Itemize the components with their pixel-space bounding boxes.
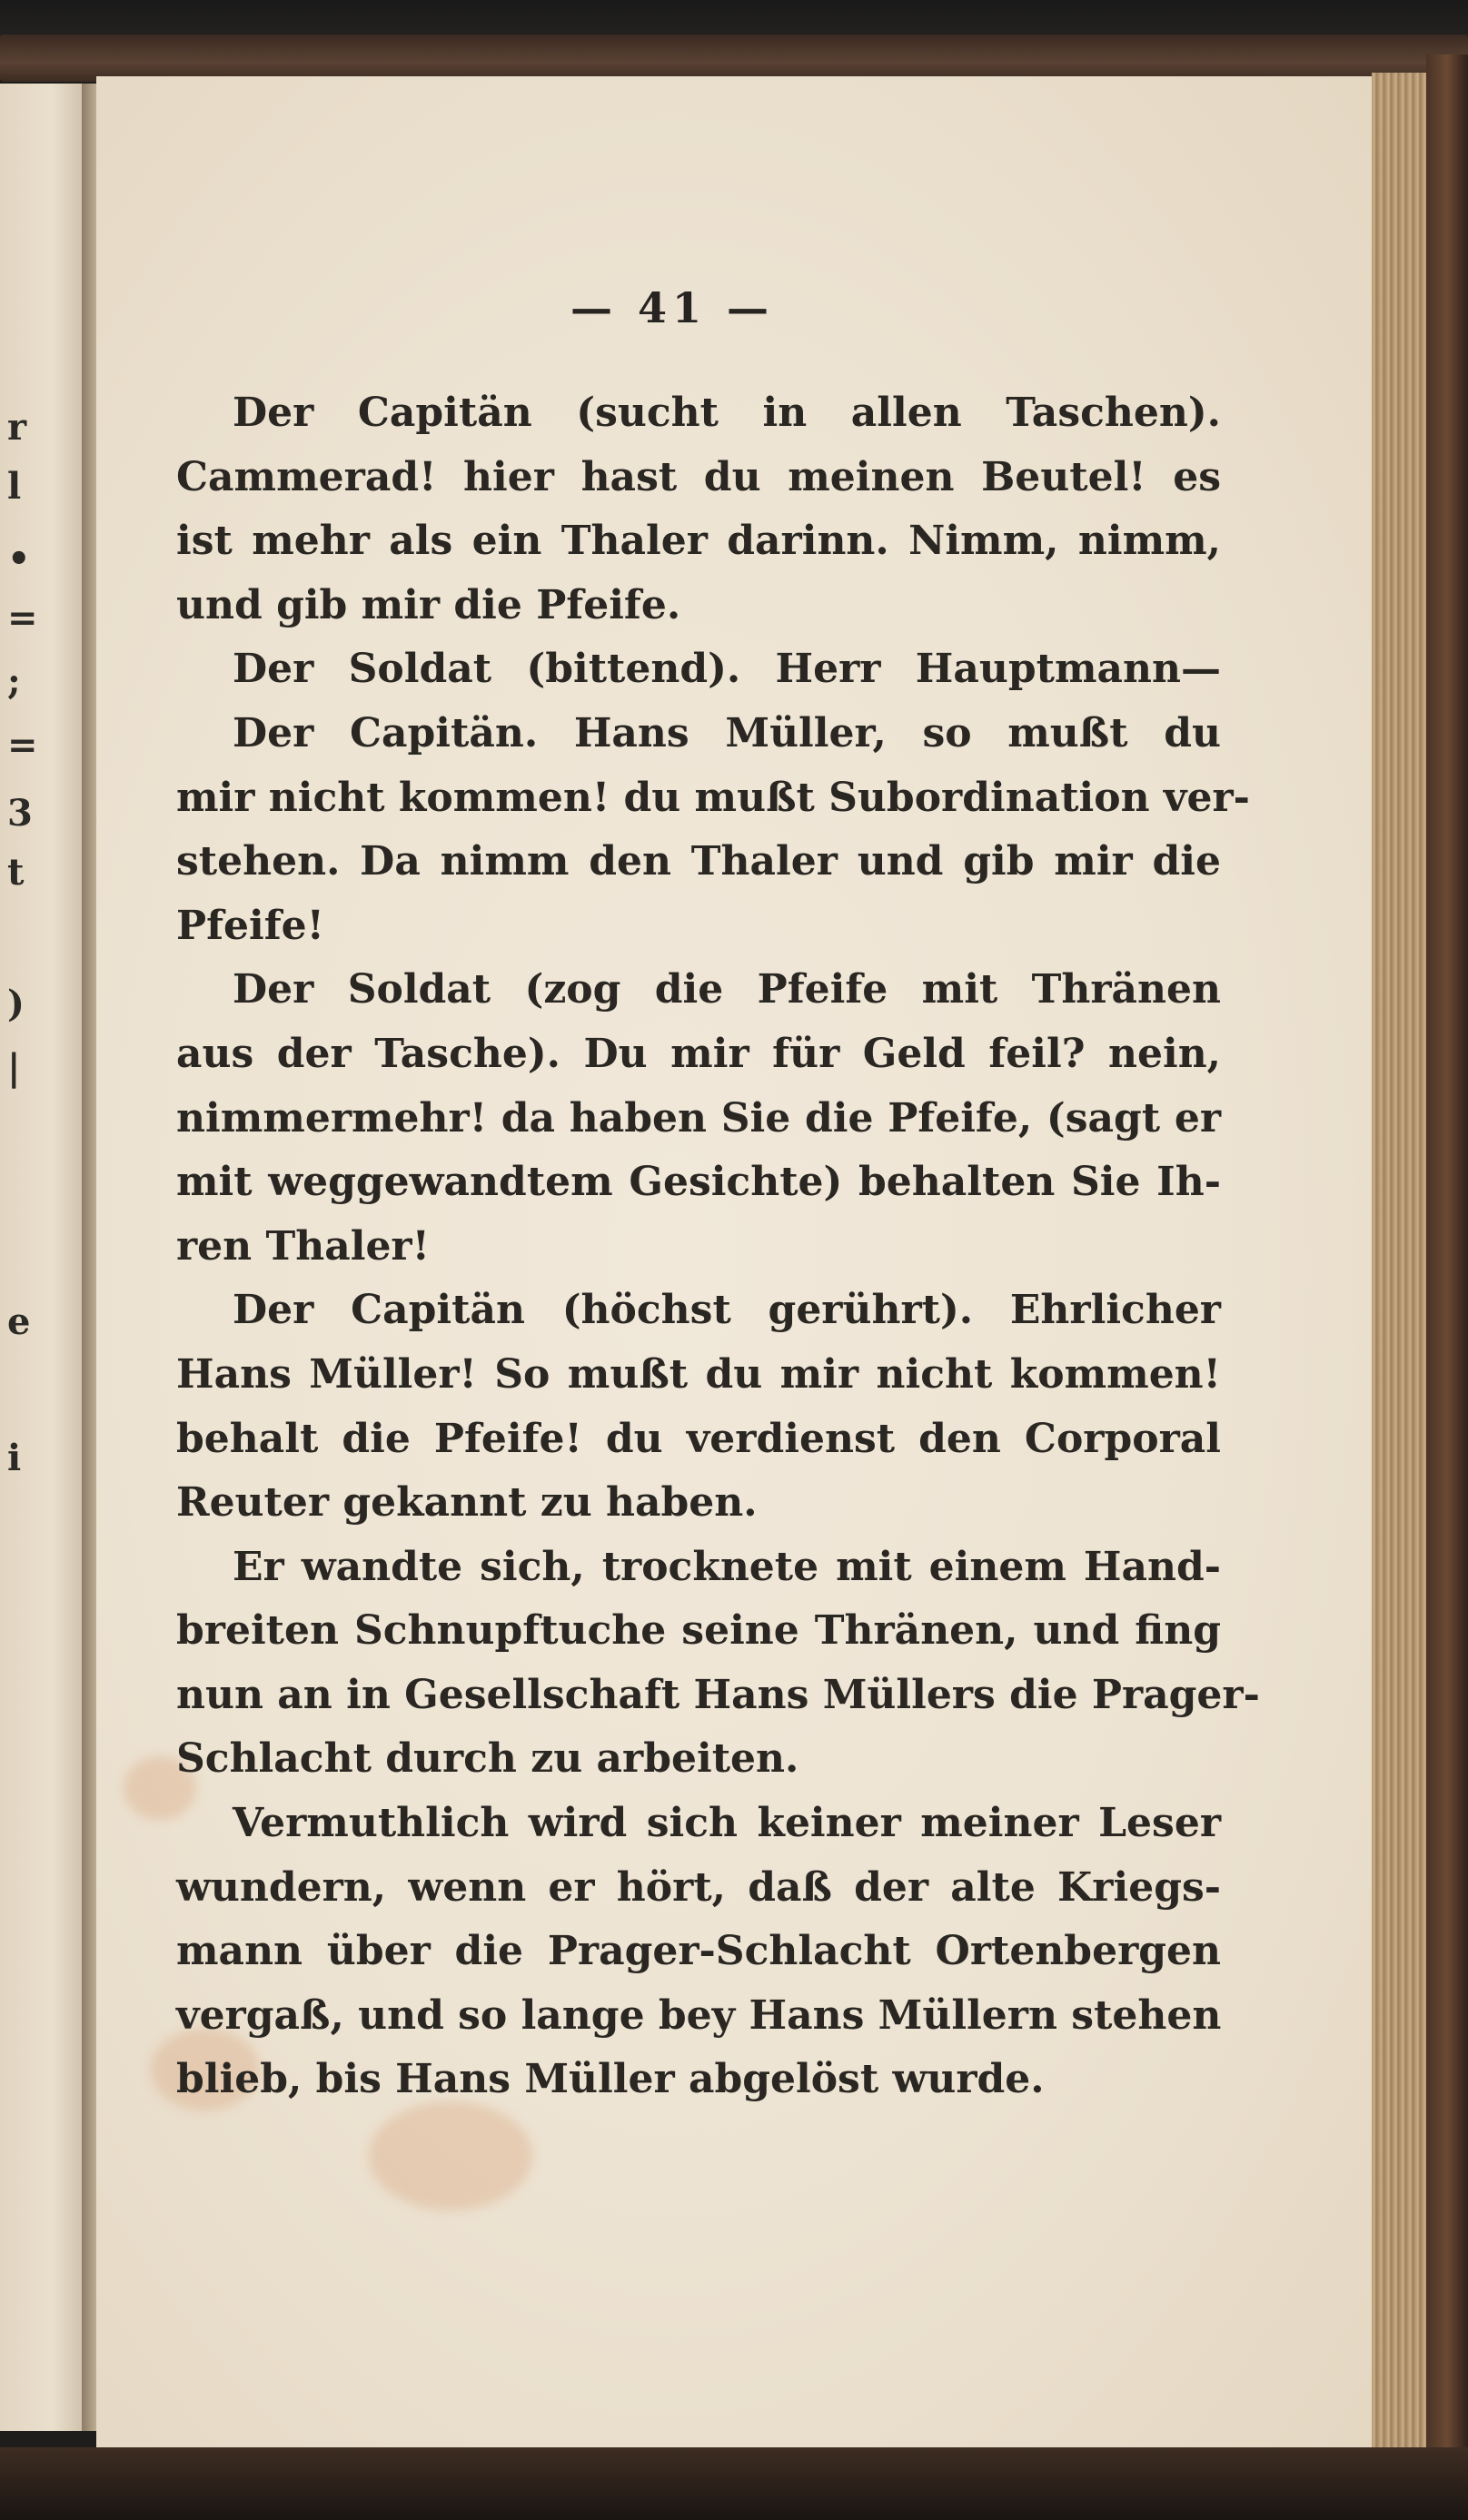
- left-page-fragment: •: [7, 538, 31, 580]
- text-line: stehen. Da nimm den Thaler und gib mir die: [176, 838, 1221, 885]
- text-line: behalt die Pfeife! du verdienst den Corporal: [176, 1415, 1221, 1462]
- text-line: blieb, bis Hans Müller abgelöst wurde.: [176, 2056, 1045, 2103]
- text-line: aus der Tasche). Du mir für Geld feil? nein,: [176, 1030, 1221, 1077]
- text-line: nimmermehr! da haben Sie die Pfeife, (sagt er: [176, 1094, 1221, 1141]
- book-binding-top: [0, 35, 1468, 82]
- text-line: ist mehr als ein Thaler darinn. Nimm, nimm,: [176, 518, 1221, 565]
- left-facing-page: [0, 84, 89, 2431]
- text-line: mit weggewandtem Gesichte) behalten Sie Ih-: [176, 1159, 1221, 1206]
- text-line: wundern, wenn er hört, daß der alte Kriegs-: [176, 1863, 1221, 1911]
- text-line: Vermuthlich wird sich keiner meiner Leser: [233, 1800, 1221, 1847]
- text-line: Reuter gekannt zu haben.: [176, 1479, 758, 1527]
- text-line: Der Soldat (bittend). Herr Hauptmann—: [233, 646, 1221, 693]
- foxing-spot: [369, 2101, 532, 2210]
- text-line: nun an in Gesellschaft Hans Müllers die Prager-: [176, 1671, 1260, 1718]
- left-page-fragment: r: [7, 406, 27, 449]
- book-cover-edge: [1426, 54, 1468, 2470]
- text-line: mann über die Prager-Schlacht Ortenbergen: [176, 1928, 1221, 1975]
- text-line: Schlacht durch zu arbeiten.: [176, 1735, 799, 1783]
- page-edges: [1372, 73, 1432, 2452]
- text-line: Der Capitän (sucht in allen Taschen).: [233, 390, 1221, 436]
- text-line: Pfeife!: [176, 902, 324, 949]
- text-line: und gib mir die Pfeife.: [176, 581, 681, 628]
- text-line: Der Soldat (zog die Pfeife mit Thränen: [233, 966, 1221, 1013]
- left-page-fragment: 3: [7, 792, 33, 835]
- text-line: Der Capitän. Hans Müller, so mußt du: [233, 709, 1221, 756]
- text-line: breiten Schnupftuche seine Thränen, und fing: [176, 1607, 1221, 1655]
- left-page-fragment: =: [7, 597, 38, 639]
- left-page-fragment: t: [7, 851, 25, 894]
- text-line: Der Capitän (höchst gerührt). Ehrlicher: [233, 1287, 1221, 1334]
- left-page-fragment: =: [7, 724, 38, 766]
- text-line: mir nicht kommen! du mußt Subordination ver-: [176, 774, 1250, 821]
- left-page-fragment: e: [7, 1300, 31, 1343]
- left-page-fragment: |: [7, 1046, 21, 1089]
- page-number: — 41 —: [570, 283, 775, 332]
- left-page-fragment: l: [7, 465, 22, 508]
- left-page-fragment: ;: [7, 660, 21, 703]
- text-line: ren Thaler!: [176, 1222, 430, 1270]
- body-text: [176, 381, 1260, 2112]
- text-line: vergaß, und so lange bey Hans Müllern stehen: [176, 1991, 1222, 2039]
- text-line: Er wandte sich, trocknete mit einem Hand-: [233, 1543, 1221, 1590]
- background-bottom: [0, 2447, 1468, 2520]
- left-page-fragment: i: [7, 1437, 22, 1479]
- text-line: Cammerad! hier hast du meinen Beutel! es: [176, 453, 1221, 500]
- text-line: Hans Müller! So mußt du mir nicht kommen!: [176, 1350, 1221, 1398]
- left-page-fragment: ): [7, 983, 25, 1025]
